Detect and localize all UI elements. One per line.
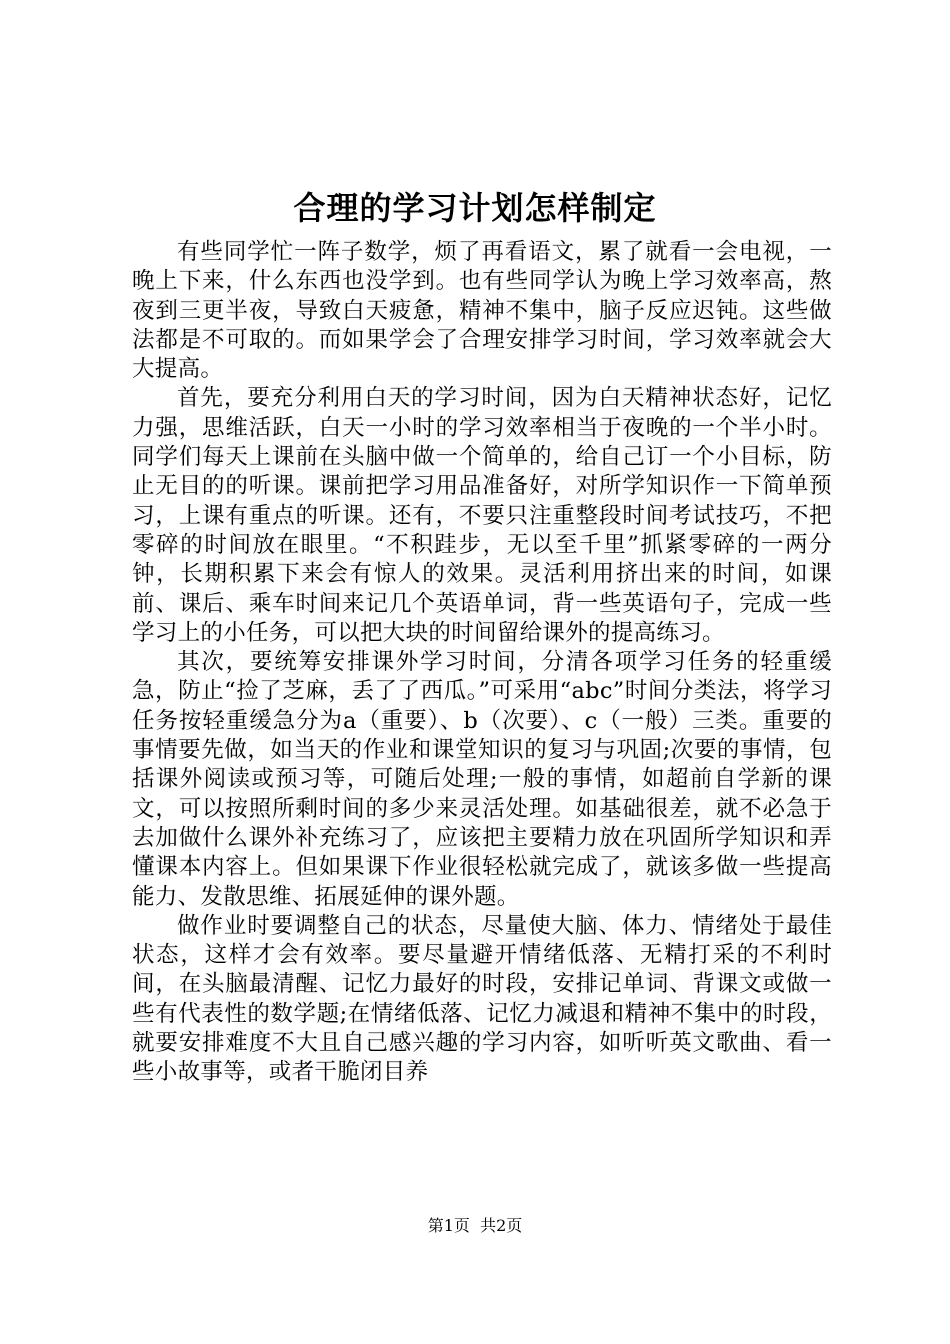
page-number: 第1页 共2页 xyxy=(427,1216,523,1235)
paragraph-1: 有些同学忙一阵子数学，烦了再看语文，累了就看一会电视，一晚上下来，什么东西也没学到。也有些同学认为晚上学习效率高，熬夜到三更半夜，导致白天疲惫，精神不集中，脑子反应迟钝。这些做法都是不可取的。而如果学会了合理安排学习时间，学习效率就会大大提高。 xyxy=(132,239,832,383)
paragraph-3: 其次，要统筹安排课外学习时间，分清各项学习任务的轻重缓急，防止“捡了芝麻，丢了了西瓜。”可采用“abc”时间分类法，将学习任务按轻重缓急分为a（重要）、b（次要）、c（一般）三类。重要的事情要先做，如当天的作业和课堂知识的复习与巩固;次要的事情，包括课外阅读或预习等，可随后处理;一般的事情，如超前自学新的课文，可以按照所剩时间的多少来灵活处理。如基础很差，就不必急于去加做什么课外补充练习了，应该把主要精力放在巩固所学知识和弄懂课本内容上。但如果课下作业很轻松就完成了，就该多做一些提高能力、发散思维、拓展延伸的课外题。 xyxy=(132,649,832,910)
document-title: 合理的学习计划怎样制定 xyxy=(293,189,657,227)
document-body xyxy=(132,238,832,1088)
paragraph-4: 做作业时要调整自己的状态，尽量使大脑、体力、情绪处于最佳状态，这样才会有效率。要尽量避开情绪低落、无精打采的不利时间，在头脑最清醒、记忆力最好的时段，安排记单词、背课文或做一些有代表性的数学题;在情绪低落、记忆力减退和精神不集中的时段，就要安排难度不大且自己感兴趣的学习内容，如听听英文歌曲、看一些小故事等，或者干脆闭目养 xyxy=(132,912,832,1086)
page-footer xyxy=(0,1215,950,1237)
paragraph-2: 首先，要充分利用白天的学习时间，因为白天精神状态好，记忆力强，思维活跃，白天一小时的学习效率相当于夜晚的一个半小时。同学们每天上课前在头脑中做一个简单的，给自己订一个小目标，防止无目的的听课。课前把学习用品准备好，对所学知识作一下简单预习，上课有重点的听课。还有，不要只注重整段时间考试技巧，不把零碎的时间放在眼里。“不积跬步，无以至千里”抓紧零碎的一两分钟，长期积累下来会有惊人的效果。灵活利用挤出来的时间，如课前、课后、乘车时间来记几个英语单词，背一些英语句子，完成一些学习上的小任务，可以把大块的时间留给课外的提高练习。 xyxy=(132,385,832,646)
